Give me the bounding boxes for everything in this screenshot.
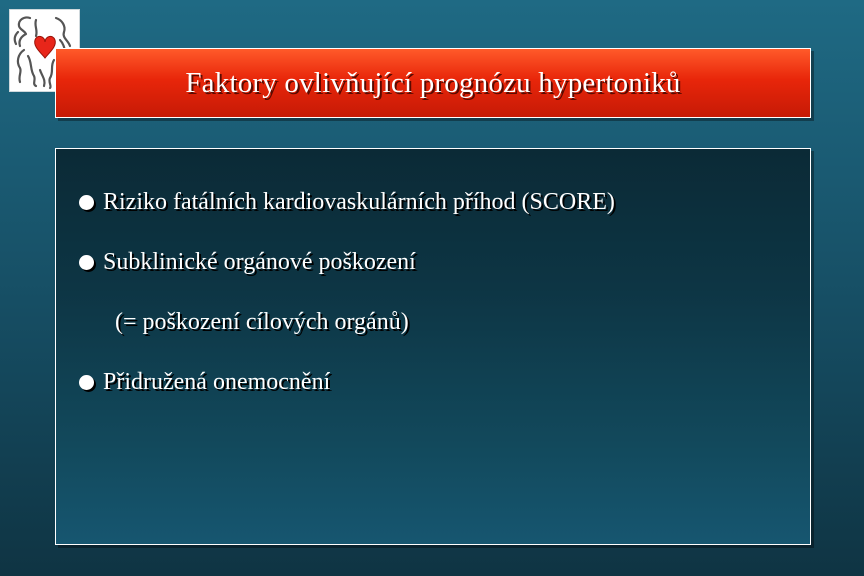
title-bar: [55, 48, 811, 118]
content-box: [55, 148, 811, 545]
bullet-item-subclinical: [79, 249, 416, 276]
slide-title: Faktory ovlivňující prognózu hypertoniků: [185, 66, 681, 99]
bullet-text: Riziko fatálních kardiovaskulárních příhod (SCORE): [103, 189, 615, 215]
sub-note: [115, 309, 409, 336]
bullet-text: Přidružená onemocnění: [103, 369, 331, 395]
bullet-dot-icon: [79, 255, 94, 270]
bullet-dot-icon: [79, 195, 94, 210]
bullet-text: Subklinické orgánové poškození: [103, 249, 416, 275]
bullet-item-score: [79, 189, 615, 216]
bullet-dot-icon: [79, 375, 94, 390]
sub-note-text: (= poškození cílových orgánů): [115, 309, 409, 335]
bullet-item-comorbidities: [79, 369, 330, 396]
